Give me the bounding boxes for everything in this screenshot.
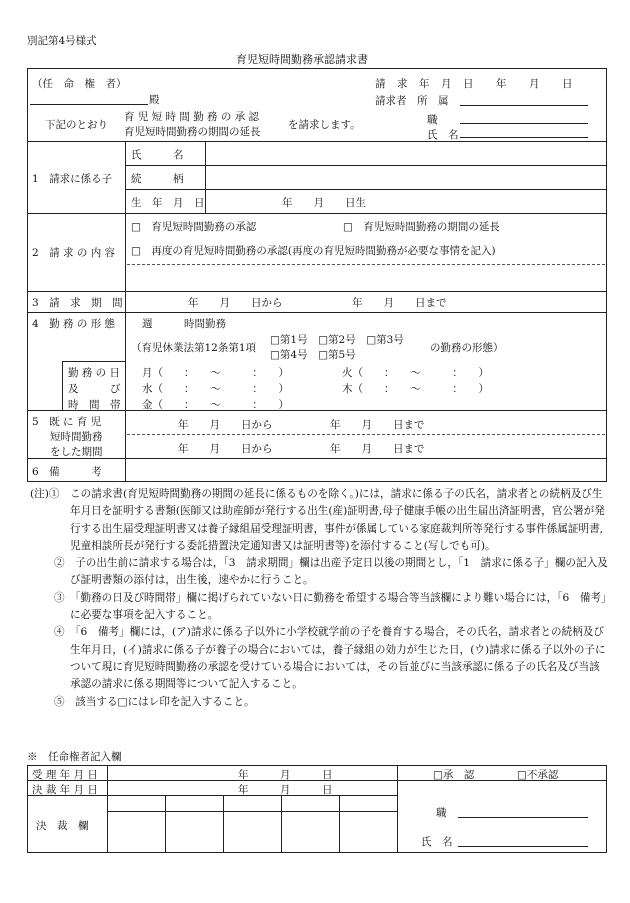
dono-label: 殿 (149, 94, 160, 106)
remarks-field[interactable] (128, 460, 604, 479)
mon-hours[interactable]: 月（ ： 〜 ： ） (142, 367, 289, 379)
authority-field[interactable] (30, 104, 148, 105)
prior-period-1-to[interactable]: 年 月 日まで (330, 419, 425, 431)
note-2: ② 子の出生前に請求する場合は，「3 請求期間」欄は出産予定日以後の期間とし，「1 請求に係る子」欄の記入及び証明書類の添付は，出生後，速やかに行うこと。 (54, 557, 608, 587)
decider-shoku-field[interactable] (458, 817, 588, 818)
prior-period-1-from[interactable]: 年 月 日から (178, 419, 273, 431)
section5-label-3: をした期間 (50, 446, 103, 458)
work-days-label-3: 時 間 帯 (68, 399, 121, 411)
received-date-label: 受 理 年 月 日 (32, 769, 98, 781)
requester-dept-label: 請求者 所 属 (375, 95, 449, 107)
decider-name-label: 氏 名 (421, 836, 453, 848)
decider-shoku-label: 職 (436, 807, 447, 819)
requester-dept-field[interactable] (460, 105, 588, 106)
decided-date-label: 決 裁 年 月 日 (32, 784, 98, 796)
law-items-row2[interactable]: □第4号 □第5号 (270, 349, 356, 361)
law-reference: （育児休業法第12条第1項 (131, 342, 257, 354)
name-field[interactable] (460, 137, 588, 138)
section6-label: 6 備 考 (32, 466, 102, 478)
child-birth-label: 生 年 月 日 (131, 197, 205, 209)
received-date-value[interactable]: 年 月 日 (238, 769, 333, 781)
fri-hours[interactable]: 金（ ： 〜 ： ） (142, 399, 289, 411)
decided-date-value[interactable]: 年 月 日 (238, 784, 333, 796)
shoku-label: 職 (427, 114, 438, 126)
authority-section-heading: ※ 任命権者記入欄 (27, 751, 122, 763)
request-option-extend[interactable]: 育児短時間勤務の期間の延長 (124, 126, 261, 138)
section1-label: 1 請求に係る子 (32, 173, 113, 185)
note-1: (注)① この請求書(育児短時間勤務の期間の延長に係るものを除く。)には，請求に係る子の氏名，請求者との続柄及び生年月日を証明する書類(医師又は助産師が発行する出生(産)証明書,母子健康手帳の出生届出済証明書，官公署が発行する出生届受理証明書又は養子縁組届受理証明書，事件が係属している家庭裁判所等発行する事件係属証明書,児童相談所長が発行する委託措置決定通知書又は証明書等)を添付すること(写しでも可)。 (30, 488, 605, 552)
request-option-approve[interactable]: 育 児 短 時 間 勤 務 の 承 認 (124, 111, 260, 123)
law-items-row1[interactable]: □第1号 □第2号 □第3号 (270, 334, 404, 346)
wed-hours[interactable]: 水（ ： 〜 ： ） (142, 383, 289, 395)
section3-label: 3 請 求 期 間 (32, 297, 123, 309)
approve-checkbox[interactable]: □承 認 (433, 769, 475, 781)
work-days-label: 勤 務 の 日 (68, 367, 121, 379)
kiki-label: 下記のとおり (45, 119, 108, 131)
kessai-label: 決 裁 欄 (36, 820, 89, 832)
form-title: 育児短時間勤務承認請求書 (236, 53, 368, 66)
period-to[interactable]: 年 月 日まで (352, 297, 447, 309)
decider-name-field[interactable] (458, 846, 588, 847)
work-days-label-2: 及 び (68, 383, 121, 395)
notes-block (30, 486, 610, 711)
content-option-approve[interactable]: □ 育児短時間勤務の承認 (131, 221, 257, 233)
work-form-suffix: の勤務の形態） (430, 342, 504, 354)
prior-period-2-to[interactable]: 年 月 日まで (330, 443, 425, 455)
note-4: ④ 「6 備考」欄には，(ア)請求に係る子以外に小学校就学前の子を養育する場合，その氏名，請求者との続柄及び生年月日，(イ)請求に係る子が養子の場合においては，養子縁組の効力が生じた日，(ウ)請求に係る子以外の子について現に育児短時間勤務の承認を受けている場合においては，その旨並びに当該承認に係る子の氏名及び当該承認の請求に係る期間等について記入すること。 (54, 626, 606, 691)
child-name-field[interactable] (208, 143, 604, 163)
child-birth-value[interactable]: 年 月 日生 (282, 197, 366, 209)
shoku-field[interactable] (460, 123, 588, 124)
form-number: 別記第4号様式 (27, 35, 97, 47)
thu-hours[interactable]: 木（ ： 〜 ： ） (342, 383, 489, 395)
weekly-hours[interactable]: 週 時間勤務 (142, 318, 226, 330)
tue-hours[interactable]: 火（ ： 〜 ： ） (342, 367, 489, 379)
name-label: 氏 名 (427, 129, 459, 141)
child-relation-label: 続 柄 (131, 173, 184, 185)
reject-checkbox[interactable]: □不承認 (517, 769, 559, 781)
section4-label: 4 勤 務 の 形 態 (32, 318, 116, 330)
section2-label: 2 請 求 の 内 容 (32, 247, 116, 259)
request-date-label: 請 求 年 月 日 年 月 日 (375, 78, 573, 90)
note-5: ⑤ 該当する□にはレ印を記入すること。 (54, 695, 255, 708)
prior-period-2-from[interactable]: 年 月 日から (178, 443, 273, 455)
period-from[interactable]: 年 月 日から (188, 297, 283, 309)
content-option-reapprove[interactable]: □ 再度の育児短時間勤務の承認(再度の育児短時間勤務が必要な事情を記入) (131, 245, 496, 257)
section5-label-2: 短時間勤務 (50, 431, 103, 443)
section5-label: 5 既 に 育 児 (32, 416, 102, 428)
request-suffix: を請求します。 (288, 119, 361, 131)
note-3: ③ 「勤務の日及び時間帯」欄に掲げられていない日に勤務を希望する場合等当該欄により難い場合には，「6 備考」に必要な事項を記入すること。 (54, 591, 607, 622)
authority-label: （任 命 権 者） (32, 78, 127, 90)
child-relation-field[interactable] (208, 167, 604, 187)
child-name-label: 氏 名 (131, 149, 184, 161)
content-option-extend[interactable]: □ 育児短時間勤務の期間の延長 (343, 221, 500, 233)
